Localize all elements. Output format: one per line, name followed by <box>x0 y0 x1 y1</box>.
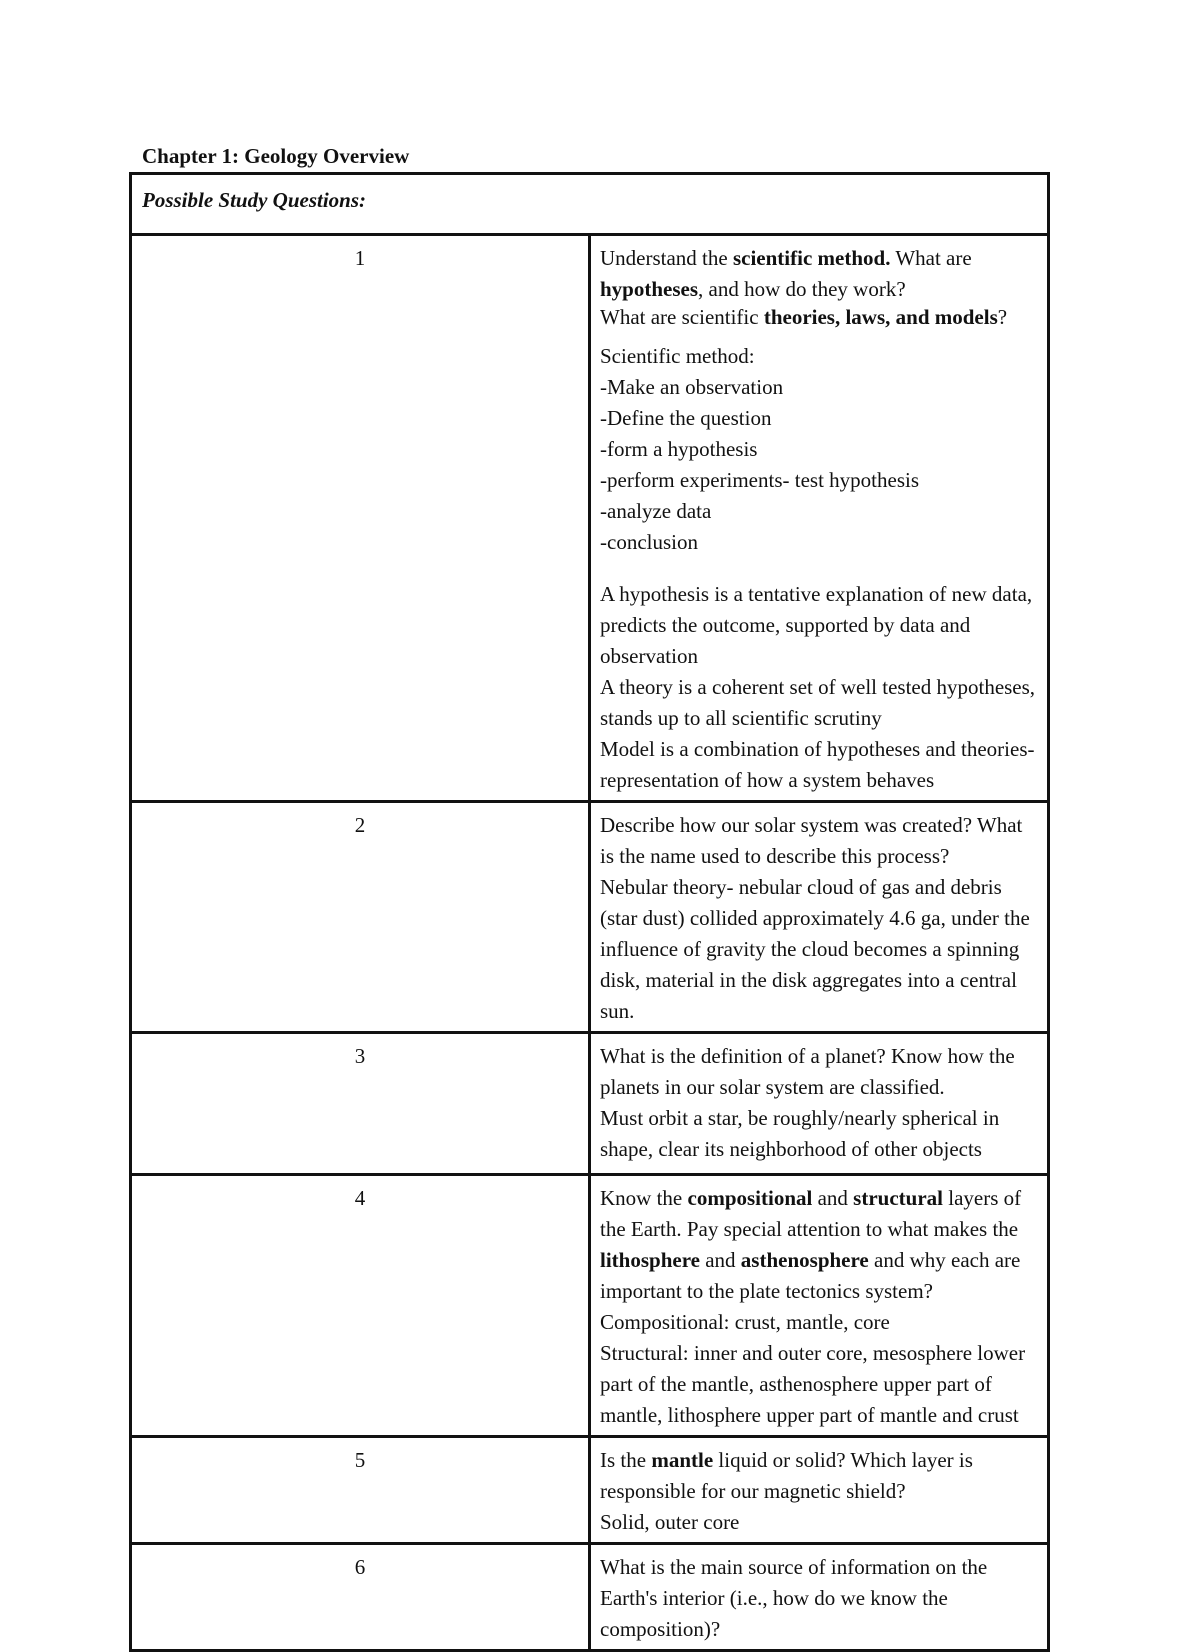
row-number: 5 <box>131 1437 590 1544</box>
answer-text: A theory is a coherent set of well tested hypotheses, stands up to all scientific scrutiny <box>600 675 1036 730</box>
answer-text: Must orbit a star, be roughly/nearly spherical in shape, clear its neighborhood of other objects <box>600 1106 1000 1161</box>
row-number: 6 <box>131 1544 590 1651</box>
row-number: 1 <box>131 235 590 802</box>
table-header: Possible Study Questions: <box>131 174 1049 235</box>
table-row <box>131 1175 1049 1437</box>
table-row <box>131 235 1049 802</box>
answer-text: Solid, outer core <box>600 1510 740 1534</box>
answer-text: Nebular theory- nebular cloud of gas and debris (star dust) collided approximately 4.6 ga, under the influence of gravity the cloud becomes a spinning disk, material in the disk aggregates into a central sun. <box>600 875 1030 1023</box>
question-text: Describe how our solar system was created? What is the name used to describe this process? <box>600 813 1023 868</box>
method-heading: Scientific method: <box>600 344 755 368</box>
row-number: 2 <box>131 802 590 1033</box>
study-questions-table <box>129 172 1050 1652</box>
row-content <box>590 1437 1049 1544</box>
question-text: Understand the scientific method. What are hypotheses, and how do they work? <box>600 246 972 301</box>
answer-text: A hypothesis is a tentative explanation of new data, predicts the outcome, supported by data and observation <box>600 582 1033 668</box>
method-step: -Define the question <box>600 406 772 430</box>
method-step: -analyze data <box>600 499 712 523</box>
row-number: 4 <box>131 1175 590 1437</box>
row-number: 3 <box>131 1033 590 1175</box>
row-content <box>590 1544 1049 1651</box>
row-content <box>590 1175 1049 1437</box>
row-content <box>590 235 1049 802</box>
page-title: Chapter 1: Geology Overview <box>142 144 410 168</box>
table-header-row <box>131 174 1049 235</box>
method-step: -perform experiments- test hypothesis <box>600 468 919 492</box>
question-text: Is the mantle liquid or solid? Which layer is responsible for our magnetic shield? <box>600 1448 973 1503</box>
question-text: What is the main source of information on the Earth's interior (i.e., how do we know the composition)? <box>600 1555 988 1641</box>
row-content <box>590 1033 1049 1175</box>
table-row <box>131 802 1049 1033</box>
question-text: What are scientific theories, laws, and models? <box>600 305 1008 329</box>
answer-text: Model is a combination of hypotheses and theories- representation of how a system behaves <box>600 737 1035 792</box>
table-row <box>131 1544 1049 1651</box>
method-step: -Make an observation <box>600 375 784 399</box>
question-text: Know the compositional and structural layers of the Earth. Pay special attention to what makes the lithosphere and asthenosphere and why each are important to the plate tectonics system? <box>600 1186 1022 1303</box>
method-step: -form a hypothesis <box>600 437 758 461</box>
question-text: What is the definition of a planet? Know how the planets in our solar system are classified. <box>600 1044 1015 1099</box>
row-content <box>590 802 1049 1033</box>
answer-text: Structural: inner and outer core, mesosphere lower part of the mantle, asthenosphere upper part of mantle, lithosphere upper part of mantle and crust <box>600 1341 1026 1427</box>
method-step: -conclusion <box>600 530 698 554</box>
table-row <box>131 1437 1049 1544</box>
answer-text: Compositional: crust, mantle, core <box>600 1310 890 1334</box>
table-row <box>131 1033 1049 1175</box>
